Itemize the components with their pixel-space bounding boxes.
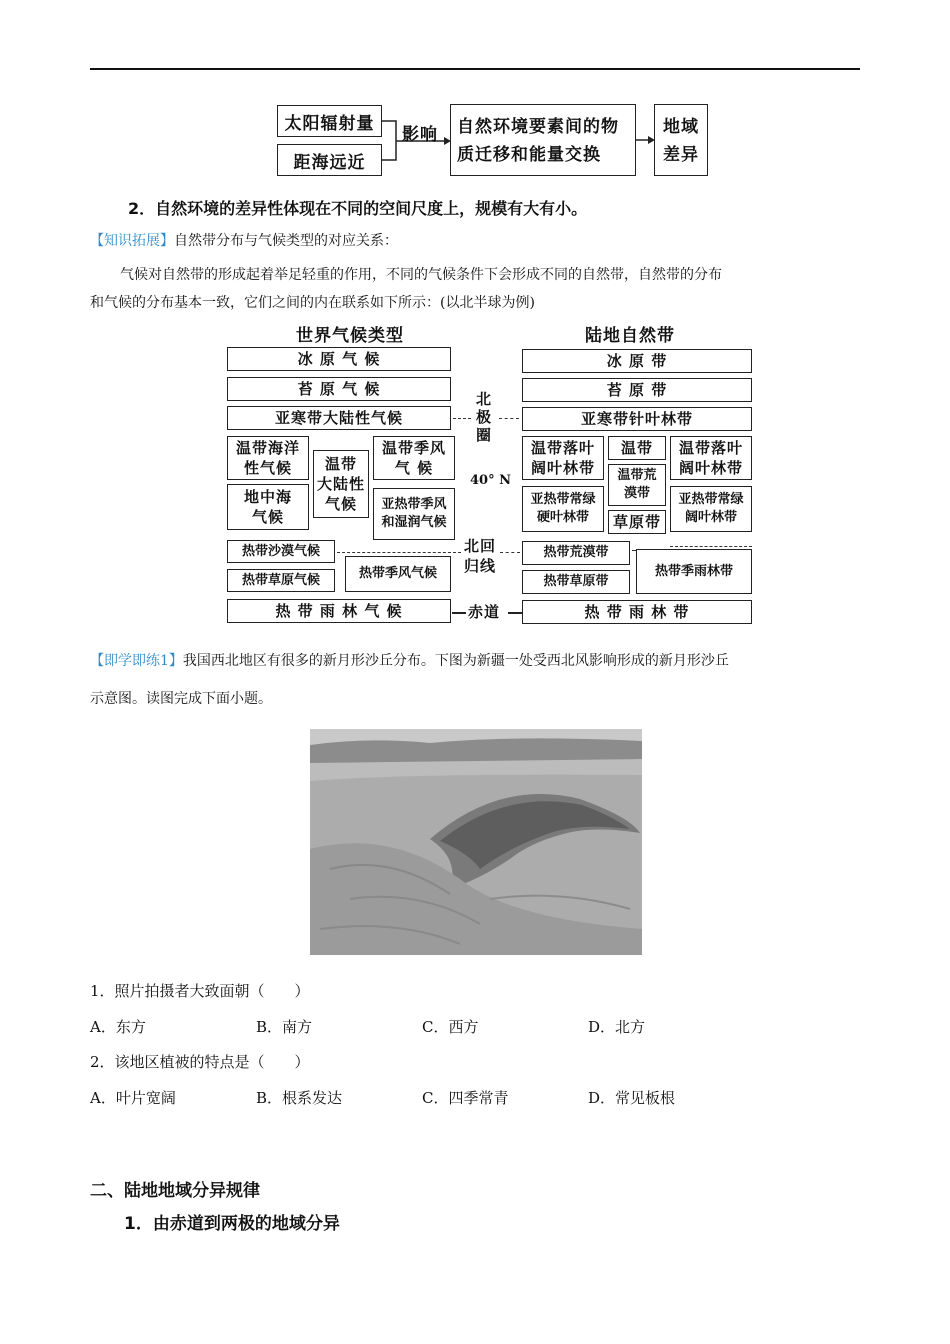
q2-option-b[interactable]: B．根系发达: [256, 1089, 343, 1107]
section-2-heading: 二、陆地地域分异规律: [90, 1181, 260, 1201]
climate-trop-savanna: 热带草原气候: [227, 569, 335, 592]
label-tropic: [464, 536, 496, 576]
label-40n: 40° N: [470, 473, 511, 488]
q1-option-a[interactable]: A．东方: [90, 1018, 146, 1036]
tropic-dash-right-b: [670, 546, 752, 547]
exercise-line1: [90, 646, 729, 676]
climate-mediterranean: [227, 484, 309, 530]
climate-temp-monsoon: [373, 436, 455, 480]
flow-result-box: [654, 104, 708, 176]
climate-tundra: 苔 原 气 候: [227, 377, 451, 401]
exercise-tag: 【即学即练1】: [90, 653, 183, 669]
chart-right-header: 陆地自然带: [585, 326, 675, 346]
section-2-sub1: 1．由赤道到两极的地域分异: [124, 1214, 340, 1234]
flow-arrow2: [636, 130, 656, 150]
exercise-text1: 我国西北地区有很多的新月形沙丘分布。下图为新疆一处受西北风影响形成的新月形沙丘: [182, 653, 729, 669]
zone-subtrop-hardleaf: [522, 486, 604, 532]
label-arctic-3: 圈: [476, 426, 493, 444]
zone-temp-decid-r-l2: 阔叶林带: [678, 459, 743, 477]
flow-input-solar: 太阳辐射量: [277, 105, 382, 137]
flow-input-distance: 距海远近: [277, 144, 382, 176]
arctic-dash-right: [499, 418, 519, 419]
climate-temp-cont-l1: 温带: [324, 455, 357, 473]
q1-option-d[interactable]: D．北方: [588, 1018, 646, 1036]
climate-trop-monsoon: 热带季风气候: [345, 556, 451, 592]
label-equator: 赤道: [468, 603, 501, 621]
knowledge-ext-tag: 【知识拓展】: [90, 233, 174, 249]
zone-tundra: 苔 原 带: [522, 378, 752, 402]
zone-temp-desert: [608, 464, 666, 506]
zone-temp-decid-r-l1: 温带落叶: [678, 439, 743, 457]
question-1-stem: 1．照片拍摄者大致面朝（ ）: [90, 982, 310, 1000]
climate-trop-desert: 热带沙漠气候: [227, 540, 335, 563]
zone-ice: 冰 原 带: [522, 349, 752, 373]
ext-para-line2: 和气候的分布基本一致，它们之间的内在联系如下所示：(以北半球为例): [90, 295, 535, 311]
climate-temp-monsoon-l2: 气 候: [394, 459, 434, 477]
zone-subtrop-broad-l1: 亚热带常绿: [678, 492, 744, 507]
zone-temp-decid-l2: 阔叶林带: [530, 459, 595, 477]
label-tropic-1: 北回: [464, 537, 497, 555]
climate-temp-ocean-l1: 温带海洋: [235, 439, 300, 457]
climate-med-l2: 气候: [251, 508, 284, 526]
label-tropic-2: 归线: [464, 557, 497, 575]
q1-option-b[interactable]: B．南方: [256, 1018, 313, 1036]
climate-temp-cont-l3: 气候: [324, 495, 357, 513]
equator-line-left: [452, 612, 466, 614]
q2-option-a[interactable]: A．叶片宽阔: [90, 1089, 176, 1107]
zone-subtrop-hard-l1: 亚热带常绿: [530, 492, 596, 507]
flow-arrow-label: 影响: [402, 125, 438, 145]
label-arctic-1: 北: [476, 390, 493, 408]
zone-subtrop-broadleaf: [670, 486, 752, 532]
flow-middle-box: [450, 104, 636, 176]
flow-middle-line2: 质迁移和能量交换: [457, 145, 601, 165]
climate-subtrop-l2: 和湿润气候: [381, 515, 447, 530]
climate-temp-cont-l2: 大陆性: [316, 475, 365, 493]
zone-steppe: 草原带: [608, 510, 666, 534]
zone-subtrop-broad-l2: 阔叶林带: [684, 510, 737, 525]
zone-temp-desert-l2: 漠带: [623, 486, 650, 501]
q2-option-d[interactable]: D．常见板根: [588, 1089, 676, 1107]
zone-temp-label: 温带: [608, 436, 666, 460]
climate-temp-monsoon-l1: 温带季风: [381, 439, 446, 457]
q2-option-c[interactable]: C．四季常青: [422, 1089, 509, 1107]
equator-line-right: [508, 612, 522, 614]
climate-rainforest: 热 带 雨 林 气 候: [227, 599, 451, 623]
climate-temp-ocean: [227, 436, 309, 480]
climate-subtrop-l1: 亚热带季风: [381, 497, 447, 512]
zone-subtrop-hard-l2: 硬叶林带: [536, 510, 589, 525]
sand-dune-photo: [310, 729, 642, 955]
zone-trop-monsoon: 热带季雨林带: [636, 549, 752, 594]
top-rule: [90, 68, 860, 70]
flow-result-line1: 地域: [663, 117, 699, 137]
zone-temp-decid-l1: 温带落叶: [530, 439, 595, 457]
knowledge-ext-title: [90, 226, 398, 256]
chart-left-header: 世界气候类型: [296, 326, 404, 346]
q1-option-c[interactable]: C．西方: [422, 1018, 479, 1036]
tropic-dash-left: [337, 552, 461, 553]
climate-subarctic: 亚寒带大陆性气候: [227, 406, 451, 430]
climate-temp-continental: [313, 450, 369, 518]
zone-temp-deciduous-right: [670, 436, 752, 480]
arctic-dash-left: [453, 418, 471, 419]
flow-middle-line1: 自然环境要素间的物: [457, 117, 619, 137]
question-2-stem: 2．该地区植被的特点是（ ）: [90, 1053, 310, 1071]
tropic-dash-right-a: [632, 550, 636, 551]
exercise-line2: 示意图。读图完成下面小题。: [90, 691, 272, 707]
zone-trop-desert: 热带荒漠带: [522, 541, 630, 565]
climate-subtropical: [373, 488, 455, 540]
knowledge-ext-heading: 自然带分布与气候类型的对应关系：: [174, 233, 398, 249]
flow-result-line2: 差异: [663, 145, 699, 165]
label-arctic-circle: [476, 390, 492, 444]
zone-trop-savanna: 热带草原带: [522, 570, 630, 594]
climate-ice: 冰 原 气 候: [227, 347, 451, 371]
point-2: 2．自然环境的差异性体现在不同的空间尺度上，规模有大有小。: [128, 199, 588, 218]
zone-taiga: 亚寒带针叶林带: [522, 407, 752, 431]
zone-temp-desert-l1: 温带荒: [617, 468, 657, 483]
tropic-dash-mid: [500, 552, 520, 553]
ext-para-line1: 气候对自然带的形成起着举足轻重的作用，不同的气候条件下会形成不同的自然带，自然带的分布: [120, 267, 722, 283]
zone-temp-deciduous-left: [522, 436, 604, 480]
zone-rainforest: 热 带 雨 林 带: [522, 600, 752, 624]
climate-med-l1: 地中海: [243, 488, 292, 506]
label-arctic-2: 极: [476, 408, 493, 426]
climate-temp-ocean-l2: 性气候: [243, 459, 292, 477]
